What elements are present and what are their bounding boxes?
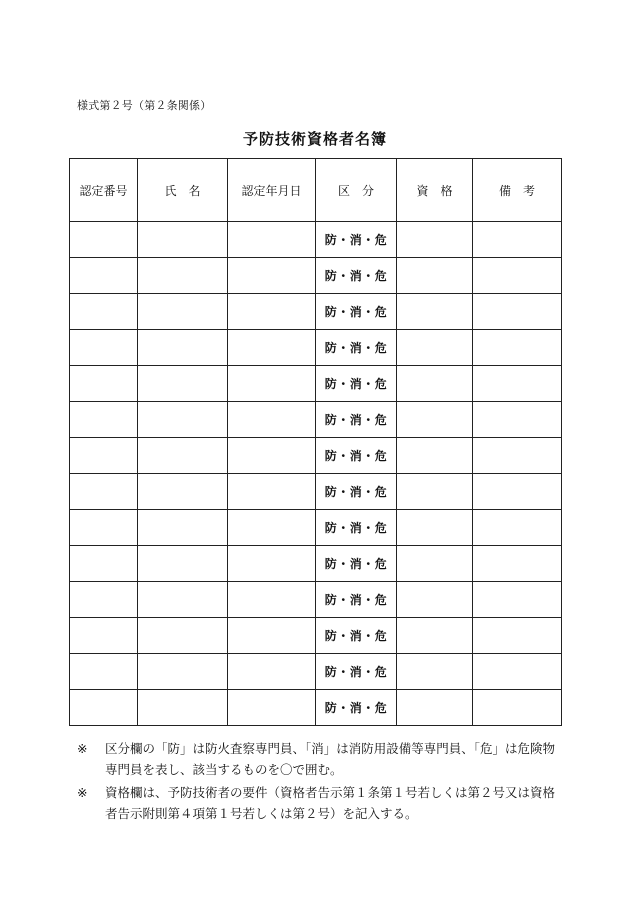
- cell-category: 防・消・危: [316, 618, 397, 654]
- document-title: 予防技術資格者名簿: [242, 130, 387, 148]
- cell-cert-number[interactable]: [70, 546, 138, 582]
- cell-remarks[interactable]: [473, 402, 562, 438]
- cell-category: 防・消・危: [316, 366, 397, 402]
- cell-name[interactable]: [138, 474, 228, 510]
- table-row: [70, 222, 562, 258]
- cell-name[interactable]: [138, 330, 228, 366]
- table-row: [70, 582, 562, 618]
- table-row: [70, 438, 562, 474]
- cell-category: 防・消・危: [316, 438, 397, 474]
- cell-cert-date[interactable]: [228, 330, 316, 366]
- cell-cert-number[interactable]: [70, 654, 138, 690]
- note-item: [77, 782, 567, 824]
- cell-remarks[interactable]: [473, 546, 562, 582]
- cell-cert-number[interactable]: [70, 222, 138, 258]
- cell-qualification[interactable]: [397, 582, 473, 618]
- cell-remarks[interactable]: [473, 222, 562, 258]
- cell-cert-number[interactable]: [70, 582, 138, 618]
- cell-cert-number[interactable]: [70, 474, 138, 510]
- cell-category: 防・消・危: [316, 402, 397, 438]
- cell-name[interactable]: [138, 546, 228, 582]
- cell-remarks[interactable]: [473, 690, 562, 726]
- header-remarks: 備 考: [473, 159, 562, 222]
- cell-name[interactable]: [138, 402, 228, 438]
- header-name: 氏 名: [138, 159, 228, 222]
- register-body: [70, 222, 562, 726]
- cell-cert-number[interactable]: [70, 366, 138, 402]
- cell-cert-number[interactable]: [70, 510, 138, 546]
- cell-category: 防・消・危: [316, 582, 397, 618]
- cell-category: 防・消・危: [316, 654, 397, 690]
- table-row: [70, 618, 562, 654]
- cell-remarks[interactable]: [473, 582, 562, 618]
- cell-qualification[interactable]: [397, 330, 473, 366]
- table-row: [70, 402, 562, 438]
- table-row: [70, 510, 562, 546]
- cell-cert-date[interactable]: [228, 582, 316, 618]
- cell-qualification[interactable]: [397, 474, 473, 510]
- cell-qualification[interactable]: [397, 618, 473, 654]
- cell-name[interactable]: [138, 222, 228, 258]
- cell-qualification[interactable]: [397, 402, 473, 438]
- cell-qualification[interactable]: [397, 366, 473, 402]
- cell-cert-number[interactable]: [70, 690, 138, 726]
- header-qualification: 資 格: [397, 159, 473, 222]
- cell-cert-date[interactable]: [228, 258, 316, 294]
- form-number: 様式第２号（第２条関係）: [77, 99, 212, 112]
- cell-name[interactable]: [138, 366, 228, 402]
- cell-category: 防・消・危: [316, 294, 397, 330]
- header-cert-date: 認定年月日: [228, 159, 316, 222]
- cell-cert-date[interactable]: [228, 546, 316, 582]
- table-header-row: [70, 159, 562, 222]
- cell-name[interactable]: [138, 258, 228, 294]
- cell-category: 防・消・危: [316, 546, 397, 582]
- cell-remarks[interactable]: [473, 438, 562, 474]
- cell-name[interactable]: [138, 690, 228, 726]
- cell-category: 防・消・危: [316, 222, 397, 258]
- cell-cert-number[interactable]: [70, 618, 138, 654]
- cell-cert-date[interactable]: [228, 402, 316, 438]
- cell-name[interactable]: [138, 618, 228, 654]
- cell-cert-number[interactable]: [70, 258, 138, 294]
- cell-remarks[interactable]: [473, 618, 562, 654]
- cell-cert-date[interactable]: [228, 222, 316, 258]
- cell-qualification[interactable]: [397, 510, 473, 546]
- cell-cert-number[interactable]: [70, 402, 138, 438]
- cell-cert-number[interactable]: [70, 438, 138, 474]
- register-table: [69, 158, 562, 726]
- cell-category: 防・消・危: [316, 690, 397, 726]
- cell-qualification[interactable]: [397, 438, 473, 474]
- cell-remarks[interactable]: [473, 330, 562, 366]
- cell-name[interactable]: [138, 582, 228, 618]
- cell-cert-date[interactable]: [228, 510, 316, 546]
- cell-cert-number[interactable]: [70, 294, 138, 330]
- cell-name[interactable]: [138, 654, 228, 690]
- cell-cert-date[interactable]: [228, 438, 316, 474]
- cell-category: 防・消・危: [316, 510, 397, 546]
- cell-qualification[interactable]: [397, 294, 473, 330]
- cell-remarks[interactable]: [473, 258, 562, 294]
- table-row: [70, 258, 562, 294]
- table-row: [70, 546, 562, 582]
- cell-name[interactable]: [138, 294, 228, 330]
- table-row: [70, 474, 562, 510]
- cell-qualification[interactable]: [397, 258, 473, 294]
- cell-cert-date[interactable]: [228, 366, 316, 402]
- cell-remarks[interactable]: [473, 366, 562, 402]
- cell-name[interactable]: [138, 510, 228, 546]
- cell-cert-date[interactable]: [228, 690, 316, 726]
- cell-category: 防・消・危: [316, 330, 397, 366]
- table-row: [70, 690, 562, 726]
- cell-qualification[interactable]: [397, 690, 473, 726]
- note-text: 資格欄は、予防技術者の要件（資格者告示第１条第１号若しくは第２号又は資格者告示附則第４項第１号若しくは第２号）を記入する。: [105, 785, 556, 821]
- cell-name[interactable]: [138, 438, 228, 474]
- cell-cert-date[interactable]: [228, 618, 316, 654]
- cell-remarks[interactable]: [473, 294, 562, 330]
- cell-remarks[interactable]: [473, 654, 562, 690]
- note-mark: ※: [77, 785, 88, 800]
- note-item: [77, 738, 567, 780]
- header-cert-number: 認定番号: [70, 159, 138, 222]
- cell-cert-date[interactable]: [228, 654, 316, 690]
- cell-qualification[interactable]: [397, 546, 473, 582]
- header-category: 区 分: [316, 159, 397, 222]
- note-mark: ※: [77, 741, 88, 756]
- table-row: [70, 294, 562, 330]
- table-row: [70, 330, 562, 366]
- table-row: [70, 654, 562, 690]
- cell-remarks[interactable]: [473, 510, 562, 546]
- cell-qualification[interactable]: [397, 222, 473, 258]
- notes-section: [77, 738, 567, 826]
- note-text: 区分欄の「防」は防火査察専門員、「消」は消防用設備等専門員、「危」は危険物専門員を表し、該当するものを〇で囲む。: [105, 741, 556, 777]
- cell-cert-date[interactable]: [228, 294, 316, 330]
- cell-category: 防・消・危: [316, 258, 397, 294]
- cell-cert-date[interactable]: [228, 474, 316, 510]
- cell-cert-number[interactable]: [70, 330, 138, 366]
- table-row: [70, 366, 562, 402]
- cell-qualification[interactable]: [397, 654, 473, 690]
- cell-remarks[interactable]: [473, 474, 562, 510]
- cell-category: 防・消・危: [316, 474, 397, 510]
